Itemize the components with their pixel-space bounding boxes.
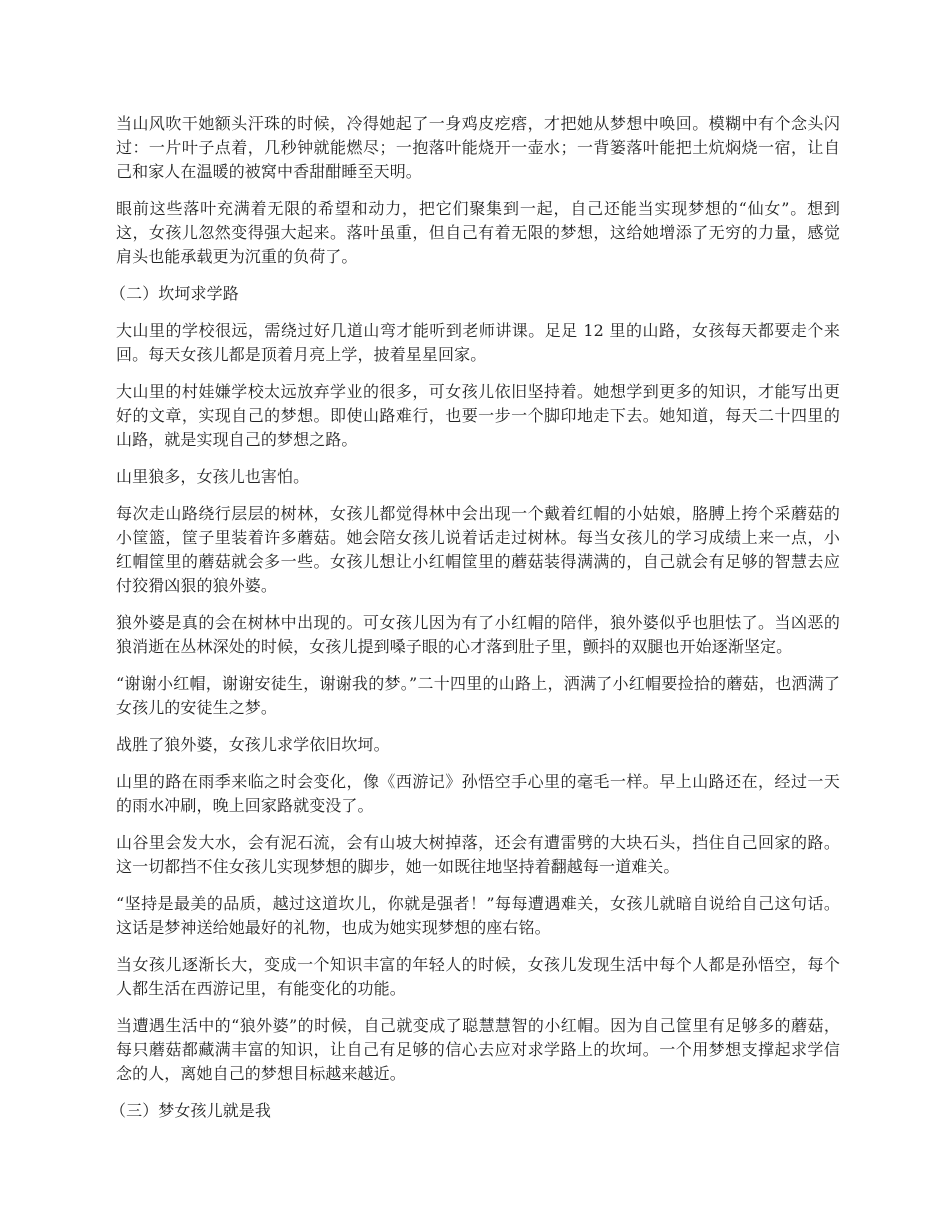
paragraph: 山里狼多，女孩儿也害怕。 <box>116 467 310 486</box>
paragraph: 山谷里会发大水，会有泥石流，会有山坡大树掉落，还会有遭雷劈的大块石头，挡住自己回家的路。这一切都挡不住女孩儿实现梦想的脚步，她一如既往地坚持着翻越每一道难关。 <box>116 833 840 876</box>
paragraph: 山里的路在雨季来临之时会变化，像《西游记》孙悟空手心里的毫毛一样。早上山路还在，经过一天的雨水冲刷，晚上回家路就变没了。 <box>116 772 840 815</box>
paragraph: 大山里的学校很远，需绕过好几道山弯才能听到老师讲课。足足 12 里的山路，女孩每天都要走个来回。每天女孩儿都是顶着月亮上学，披着星星回家。 <box>116 321 840 364</box>
paragraph: 当女孩儿逐渐长大，变成一个知识丰富的年轻人的时候，女孩儿发现生活中每个人都是孙悟空，每个人都生活在西游记里，有能变化的功能。 <box>116 955 840 998</box>
document-body <box>110 112 840 1136</box>
paragraph: 当遭遇生活中的“狼外婆”的时候，自己就变成了聪慧慧智的小红帽。因为自己筐里有足够多的蘑菇，每只蘑菇都藏满丰富的知识，让自己有足够的信心去应对求学路上的坎坷。一个用梦想支撑起求学信念的人，离她自己的梦想目标越来越近。 <box>116 1016 840 1083</box>
paragraph: “坚持是最美的品质，越过这道坎儿，你就是强者！”每每遭遇难关，女孩儿就暗自说给自己这句话。这话是梦神送给她最好的礼物，也成为她实现梦想的座右铭。 <box>116 894 840 937</box>
paragraph: 眼前这些落叶充满着无限的希望和动力，把它们聚集到一起，自己还能当实现梦想的“仙女”。想到这，女孩儿忽然变得强大起来。落叶虽重，但自己有着无限的梦想，这给她增添了无穷的力量，感觉肩头也能承载更为沉重的负荷了。 <box>116 199 840 266</box>
paragraph: 每次走山路绕行层层的树林，女孩儿都觉得林中会出现一个戴着红帽的小姑娘，胳膊上挎个采蘑菇的小筐篮，筐子里装着许多蘑菇。她会陪女孩儿说着话走过树林。每当女孩儿的学习成绩上来一点，小红帽筐里的蘑菇就会多一些。女孩儿想让小红帽筐里的蘑菇装得满满的，自己就会有足够的智慧去应付狡猾凶狠的狼外婆。 <box>116 504 840 595</box>
section-heading: （二）坎坷求学路 <box>110 284 239 303</box>
paragraph: 狼外婆是真的会在树林中出现的。可女孩儿因为有了小红帽的陪伴，狼外婆似乎也胆怯了。当凶恶的狼消逝在丛林深处的时候，女孩儿提到嗓子眼的心才落到肚子里，颤抖的双腿也开始逐渐坚定。 <box>116 613 840 656</box>
paragraph: 战胜了狼外婆，女孩儿求学依旧坎坷。 <box>116 735 390 754</box>
paragraph: 当山风吹干她额头汗珠的时候，冷得她起了一身鸡皮疙瘩，才把她从梦想中唤回。模糊中有个念头闪过：一片叶子点着，几秒钟就能燃尽；一抱落叶能烧开一壶水；一背篓落叶能把土炕焖烧一宿，让自己和家人在温暖的被窝中香甜酣睡至天明。 <box>116 114 840 181</box>
section-heading: （三）梦女孩儿就是我 <box>110 1101 272 1120</box>
paragraph: “谢谢小红帽，谢谢安徒生，谢谢我的梦。”二十四里的山路上，洒满了小红帽要捡拾的蘑菇，也洒满了女孩儿的安徒生之梦。 <box>116 674 840 717</box>
paragraph: 大山里的村娃嫌学校太远放弃学业的很多，可女孩儿依旧坚持着。她想学到更多的知识，才能写出更好的文章，实现自己的梦想。即使山路难行，也要一步一个脚印地走下去。她知道，每天二十四里的山路，就是实现自己的梦想之路。 <box>116 382 840 449</box>
